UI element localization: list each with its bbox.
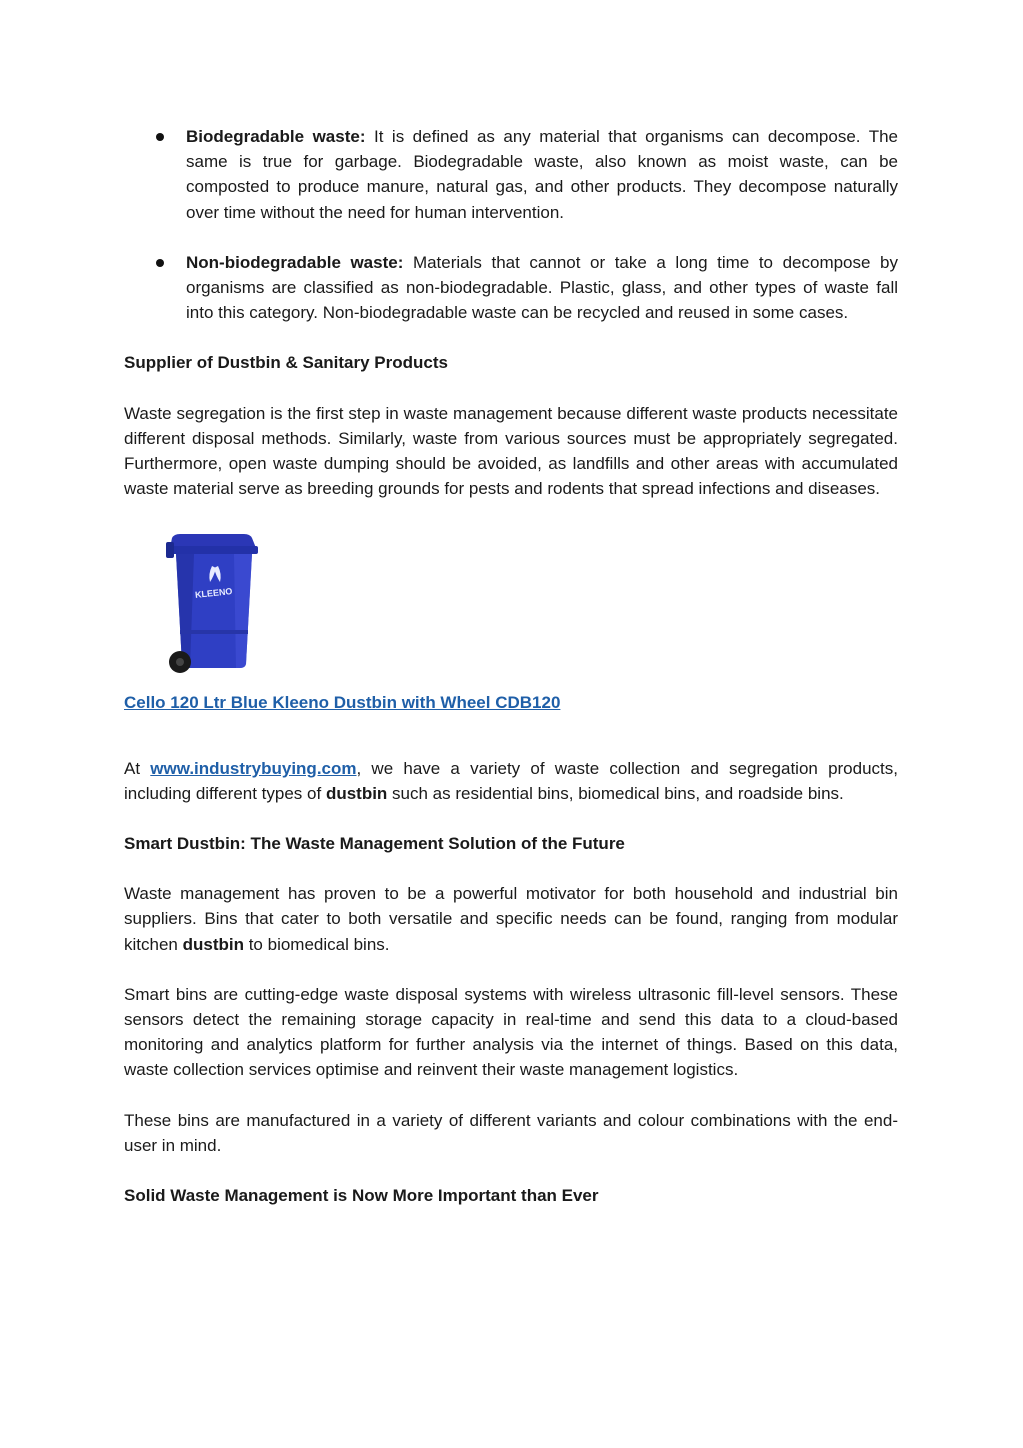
intro-suffix: such as residential bins, biomedical bins, and roadside bins.	[387, 783, 844, 803]
paragraph-smart-bins: Smart bins are cutting-edge waste disposal systems with wireless ultrasonic fill-level sensors. These sensors detect the remaining storage capacity in real-time and send this data to a cloud-based monitoring and analytics platform for further analysis via the internet of things. Based on this data, waste collection services optimise and reinvent their waste management logistics.	[124, 984, 898, 1080]
intro-keyword: dustbin	[325, 783, 388, 803]
bullet-icon	[156, 133, 164, 141]
section-heading-solid-waste: Solid Waste Management is Now More Important than Ever	[124, 1186, 599, 1206]
bullet-term: Biodegradable waste:	[186, 127, 366, 146]
dustbin-image-icon	[164, 526, 264, 676]
intro-prefix: At	[124, 758, 151, 778]
document-page	[124, 124, 898, 1233]
bullet-term: Non-biodegradable waste:	[186, 252, 404, 272]
intro-middle: , we have a variety of waste collection and segregation products, including different types of	[124, 758, 898, 803]
paragraph-variants: These bins are manufactured in a variety of different variants and colour combinations with the end-user in mind.	[124, 1110, 898, 1155]
paragraph-segregation: Waste segregation is the first step in waste management because different waste products necessitate different disposal methods. Similarly, waste from various sources must be appropriately segregated. Furthermore, open waste dumping should be avoided, as landfills and other areas with accumulated waste material serve as breeding grounds for pests and rodents that spread infections and diseases.	[124, 403, 898, 499]
list-item	[124, 124, 898, 225]
product-link[interactable]: Cello 120 Ltr Blue Kleeno Dustbin with Wheel CDB120	[124, 693, 561, 713]
site-link[interactable]: www.industrybuying.com	[150, 758, 357, 778]
product-image	[164, 526, 264, 676]
brand-label: KLEENO	[194, 586, 233, 601]
bullet-text: It is defined as any material that organisms can decompose. The same is true for garbage. Biodegradable waste, also known as moist waste, can be composted to produce manure, natural gas, and other products. They decompose naturally over time without the need for human intervention.	[186, 127, 898, 222]
section-heading-smart-dustbin: Smart Dustbin: The Waste Management Solution of the Future	[124, 834, 625, 854]
para-keyword: dustbin	[182, 934, 244, 954]
paragraph-waste-management	[124, 881, 898, 957]
waste-types-list	[124, 124, 898, 325]
section-heading-supplier: Supplier of Dustbin & Sanitary Products	[124, 353, 448, 373]
bullet-text: Materials that cannot or take a long time to decompose by organisms are classified as non-biodegradable. Plastic, glass, and other types of waste fall into this category. Non-biodegradable waste can be recycled and reused in some cases.	[186, 252, 898, 323]
para-text: to biomedical bins.	[243, 934, 390, 954]
paragraph-intro	[124, 756, 898, 806]
para-text: Waste management has proven to be a powerful motivator for both household and industrial bin suppliers. Bins that cater to both versatile and specific needs can be found, ranging from modular kitchen	[124, 884, 898, 954]
bullet-icon	[156, 259, 164, 267]
list-item	[124, 250, 898, 326]
